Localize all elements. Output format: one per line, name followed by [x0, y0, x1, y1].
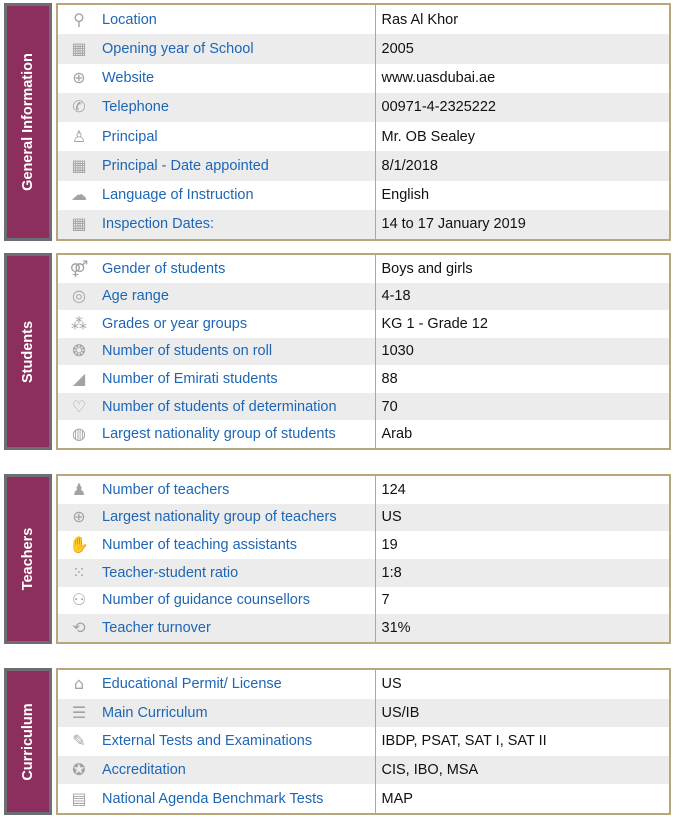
row-label: External Tests and Examinations: [102, 733, 313, 750]
table-row: [58, 727, 669, 756]
teacher-board-icon: ♟: [71, 479, 87, 499]
row-icon-cell: [58, 338, 100, 366]
table-row: [58, 93, 669, 122]
row-icon-cell: [58, 727, 100, 756]
row-value: 4-18: [375, 283, 669, 311]
info-table: [56, 474, 671, 644]
row-label: Opening year of School: [100, 34, 375, 63]
row-label: Inspection Dates:: [100, 210, 375, 239]
row-label: Language of Instruction: [102, 187, 254, 204]
row-value: MAP: [375, 784, 669, 813]
row-icon-cell: [58, 310, 100, 338]
counsellor-icon: ⚇: [71, 590, 87, 610]
globe-icon: ⊕: [72, 68, 86, 88]
row-label: Principal: [102, 128, 158, 145]
table-row: [58, 531, 669, 559]
table-row: [58, 365, 669, 393]
calendar-icon: ▦: [71, 38, 87, 58]
row-value: 00971-4-2325222: [375, 93, 669, 122]
calendar-date-icon: ▦: [71, 155, 87, 175]
section-side-tab: [4, 3, 52, 241]
section-title: General Information: [20, 53, 36, 191]
row-label: National Agenda Benchmark Tests: [102, 790, 324, 807]
row-label: Website: [102, 70, 155, 87]
table-row: [58, 64, 669, 93]
row-icon-cell: [58, 670, 100, 699]
row-value: 7: [375, 587, 669, 615]
table-row: [58, 34, 669, 63]
row-value: Arab: [375, 420, 669, 448]
row-label: Number of guidance counsellors: [102, 592, 310, 609]
row-label: Accreditation: [100, 756, 375, 785]
table-row: [58, 283, 669, 311]
boy-girl-icon: ⚤: [69, 258, 89, 278]
age-badge-icon: ◎: [72, 286, 86, 306]
section-side-tab: [4, 668, 52, 815]
table-row: [58, 420, 669, 448]
world-icon: ◍: [72, 424, 86, 444]
person-icon: ♙: [71, 126, 87, 146]
table-row: [58, 587, 669, 615]
table-row: [58, 614, 669, 642]
row-value: US: [375, 504, 669, 532]
info-table: [56, 3, 671, 241]
row-value: KG 1 - Grade 12: [375, 310, 669, 338]
test-sheet-icon: ▤: [71, 788, 87, 808]
row-value: 1030: [375, 338, 669, 366]
row-label: Number of students on roll: [100, 338, 375, 366]
row-label: Teacher turnover: [100, 614, 375, 642]
row-icon-cell: [58, 393, 100, 421]
table-row: [58, 151, 669, 180]
table-row: [58, 504, 669, 532]
row-value: www.uasdubai.ae: [375, 64, 669, 93]
table-row: [58, 310, 669, 338]
row-icon-cell: [58, 559, 100, 587]
row-icon-cell: [58, 93, 100, 122]
table-row: [58, 784, 669, 813]
row-icon-cell: [58, 151, 100, 180]
row-label: Largest nationality group of students: [102, 426, 336, 443]
books-icon: ☰: [71, 702, 87, 722]
table-row: [58, 476, 669, 504]
row-value: English: [375, 181, 669, 210]
row-value: Mr. OB Sealey: [375, 122, 669, 151]
row-label: Grades or year groups: [102, 315, 248, 332]
row-label: Educational Permit/ License: [102, 676, 282, 693]
row-value: Boys and girls: [375, 255, 669, 283]
heart-hands-icon: ♡: [71, 396, 87, 416]
table-row: [58, 756, 669, 785]
row-icon-cell: [58, 756, 100, 785]
row-label: Number of teaching assistants: [102, 537, 298, 554]
row-icon-cell: [58, 255, 100, 283]
row-label: Number of Emirati students: [102, 371, 278, 388]
row-value: 1:8: [375, 559, 669, 587]
table-row: [58, 255, 669, 283]
section-general-information: [4, 3, 671, 241]
info-table: [56, 668, 671, 815]
info-table: [56, 253, 671, 450]
section-curriculum: [4, 668, 671, 815]
telephone-icon: ✆: [72, 97, 86, 117]
row-icon-cell: [58, 476, 100, 504]
row-icon-cell: [58, 210, 100, 239]
table-row: [58, 5, 669, 34]
table-row: [58, 559, 669, 587]
turnover-icon: ⟲: [72, 618, 86, 638]
row-icon-cell: [58, 531, 100, 559]
speech-bubble-icon: ☁: [71, 185, 87, 205]
section-side-tab: [4, 253, 52, 450]
row-icon-cell: [58, 587, 100, 615]
row-value: Ras Al Khor: [375, 5, 669, 34]
section-title: Curriculum: [20, 702, 36, 781]
table-row: [58, 393, 669, 421]
row-label: Telephone: [100, 93, 375, 122]
row-label: Teacher-student ratio: [100, 559, 375, 587]
row-value: US: [375, 670, 669, 699]
school-building-icon: ⌂: [73, 674, 85, 694]
row-value: 14 to 17 January 2019: [375, 210, 669, 239]
grade-groups-icon: ⁂: [71, 313, 87, 333]
table-row: [58, 122, 669, 151]
row-label: Location: [102, 11, 157, 28]
row-icon-cell: [58, 699, 100, 728]
section-side-tab: [4, 474, 52, 644]
table-row: [58, 670, 669, 699]
row-label: Number of students of determination: [100, 393, 375, 421]
row-icon-cell: [58, 283, 100, 311]
row-value: 2005: [375, 34, 669, 63]
table-row: [58, 699, 669, 728]
row-label: Number of teachers: [102, 481, 230, 498]
calendar-search-icon: ▦: [71, 214, 87, 234]
row-icon-cell: [58, 181, 100, 210]
row-icon-cell: [58, 5, 100, 34]
raised-hand-icon: ✋: [69, 535, 89, 555]
location-pin-icon: ⚲: [73, 9, 85, 29]
row-icon-cell: [58, 34, 100, 63]
row-value: IBDP, PSAT, SAT I, SAT II: [375, 727, 669, 756]
row-icon-cell: [58, 64, 100, 93]
crowd-icon: ❂: [72, 341, 86, 361]
row-value: US/IB: [375, 699, 669, 728]
row-icon-cell: [58, 614, 100, 642]
table-row: [58, 181, 669, 210]
row-icon-cell: [58, 420, 100, 448]
row-icon-cell: [58, 365, 100, 393]
table-row: [58, 210, 669, 239]
row-icon-cell: [58, 784, 100, 813]
row-label: Age range: [100, 283, 375, 311]
row-value: 124: [375, 476, 669, 504]
uae-map-icon: ◢: [72, 369, 86, 389]
row-label: Largest nationality group of teachers: [100, 504, 375, 532]
row-icon-cell: [58, 504, 100, 532]
row-icon-cell: [58, 122, 100, 151]
row-value: CIS, IBO, MSA: [375, 756, 669, 785]
row-value: 70: [375, 393, 669, 421]
row-value: 31%: [375, 614, 669, 642]
table-row: [58, 338, 669, 366]
exam-paper-icon: ✎: [72, 731, 86, 751]
award-icon: ✪: [72, 760, 86, 780]
row-label: Gender of students: [102, 260, 226, 277]
section-title: Students: [20, 320, 36, 383]
row-label: Principal - Date appointed: [100, 151, 375, 180]
classroom-ratio-icon: ⁙: [72, 562, 86, 582]
section-title: Teachers: [20, 527, 36, 591]
section-students: [4, 253, 671, 450]
row-value: 88: [375, 365, 669, 393]
row-value: 19: [375, 531, 669, 559]
row-label: Main Curriculum: [100, 699, 375, 728]
section-teachers: [4, 474, 671, 644]
row-value: 8/1/2018: [375, 151, 669, 180]
globe-icon: ⊕: [72, 507, 86, 527]
